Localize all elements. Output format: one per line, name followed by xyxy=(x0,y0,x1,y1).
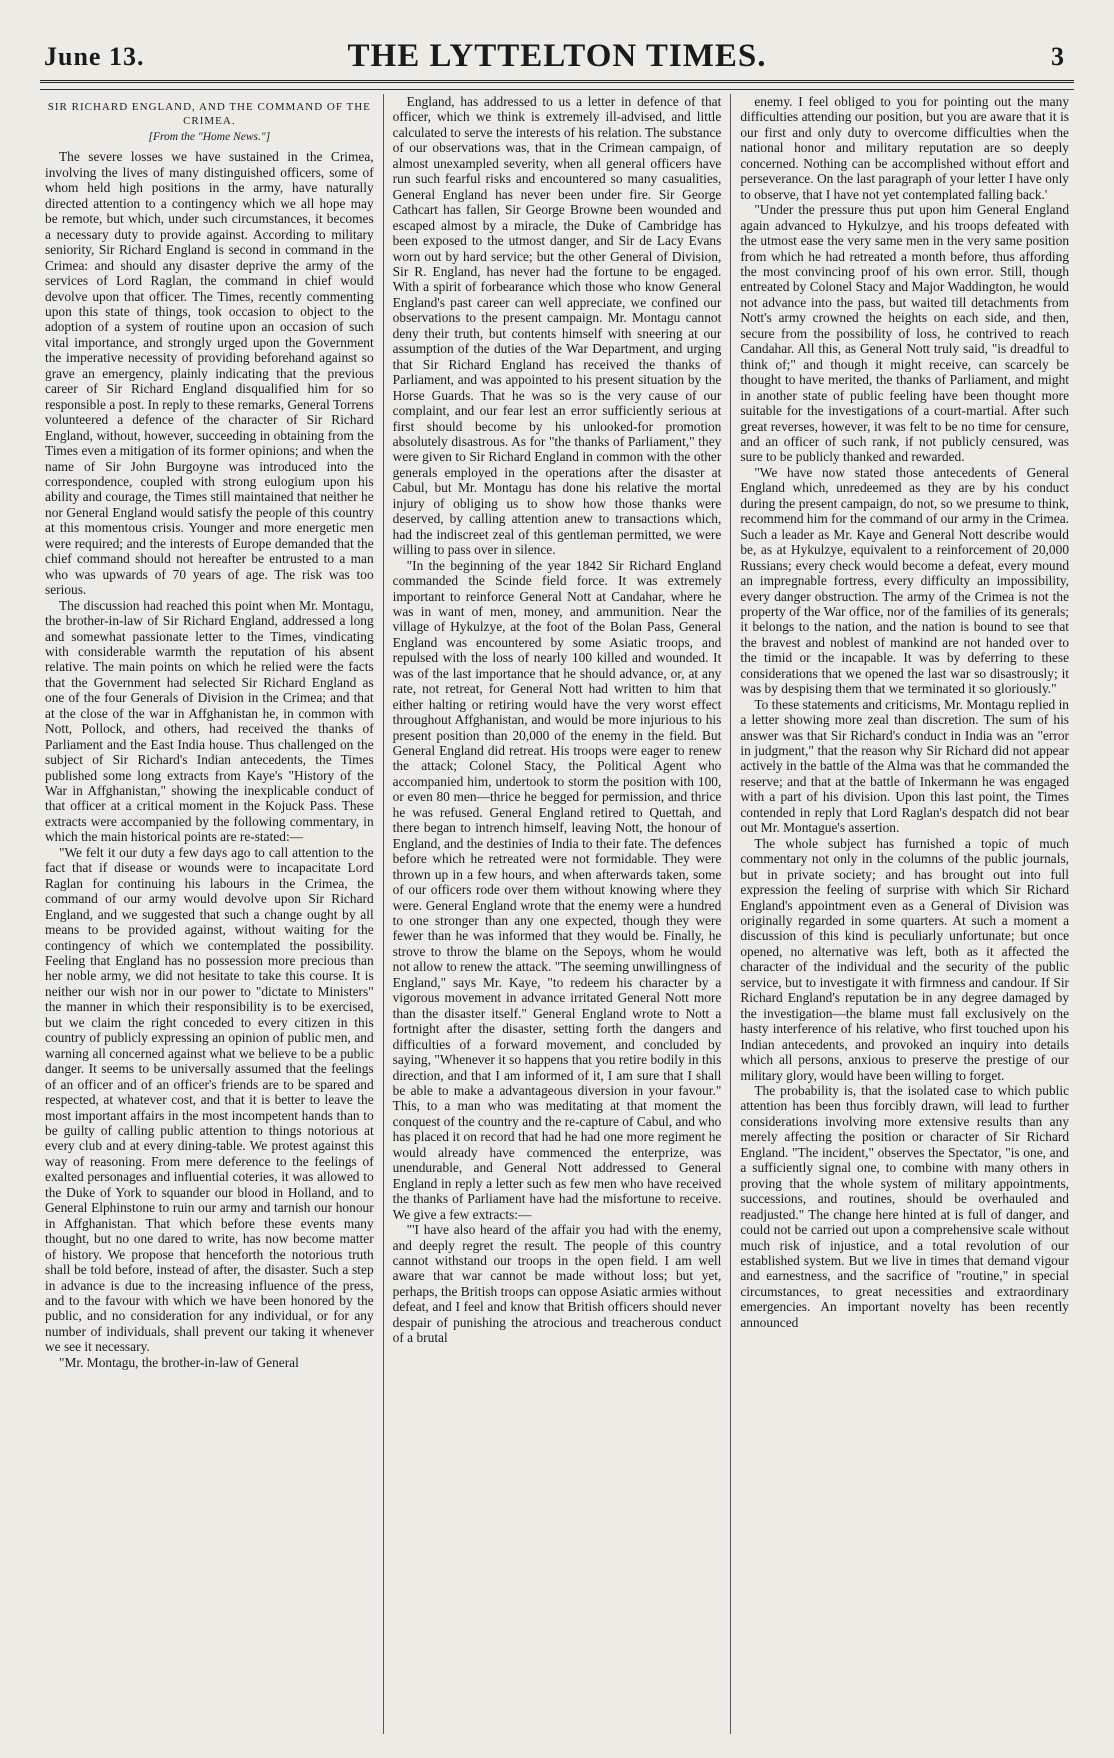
article-paragraph: "Under the pressure thus put upon him General England again advanced to Hykulzye, and his troops defeated with the utmost ease the very same men in the very same position from which he had retreated a month before, thus affording the most convincing proof of his own error. Still, though entreated by Colonel Stacy and Major Waddington, he would not advance into the pass, but waited till detachments from Nott's army crowned the heights on each side, and then, secure from the possibility of loss, he contrived to reach Candahar. All this, as General Nott truly said, "is dreadful to think of;" and though it might receive, can scarcely be thought to have merited, the thanks of Parliament, and might in another state of public feeling have been thought more suitable for the investigations of a court-martial. After such great reverses, however, it was felt to be no time for censure, and an officer of such rank, if not publicly censured, was sure to be publicly thanked and rewarded. xyxy=(740,202,1070,465)
column-divider xyxy=(730,94,731,1734)
column-divider xyxy=(383,94,384,1734)
issue-date: June 13. xyxy=(44,42,145,71)
article-paragraph: To these statements and criticisms, Mr. Montagu replied in a letter showing more zeal than discretion. The sum of his answer was that Sir Richard's conduct in India was an "error in judgment," that the reason why Sir Richard did not appear actively in the battle of the Alma was that he commanded the reserve; and that at the battle of Inkermann he was engaged with a part of his division. Upon this last point, the Times contended in reply that Lord Raglan's despatch did not bear out Mr. Montague's assertion. xyxy=(740,696,1070,836)
column-2 xyxy=(388,94,727,1734)
article-paragraph: The severe losses we have sustained in the Crimea, involving the lives of many distinguished officers, some of whom held high positions in the army, have naturally directed attention to a contingency which we all hope may be remote, but which, under such circumstances, it becomes a necessary duty to provide against. According to military seniority, Sir Richard England is second in command in the Crimea: and should any disaster deprive the army of the services of Lord Raglan, the command in chief would devolve upon that officer. The Times, recently commenting upon this state of things, took occasion to object to the adoption of a system of routine upon an occasion of such vital importance, and strongly urged upon the Government the imperative necessity of providing beforehand against so grave an emergency, plainly indicating that the previous career of Sir Richard England disqualified him for so responsible a post. In reply to these remarks, General Torrens volunteered a defence of the character of Sir Richard England, without, however, succeeding in obtaining from the Times even a mitigation of its former opinions; and when the name of Sir John Burgoyne was introduced into the correspondence, coupled with strong eulogium upon his ability and courage, the Times still maintained that neither he nor General England would satisfy the people of this country at this momentous crisis. Younger and more energetic men were required; and the interests of Europe demanded that the chief command should not hereafter be entrusted to a man who was upwards of 70 years of age. The risk was too serious. xyxy=(45,149,374,598)
column-1 xyxy=(40,94,379,1734)
article-paragraph: "We felt it our duty a few days ago to call attention to the fact that if disease or wounds were to incapacitate Lord Raglan for continuing his labours in the Crimea, the command of our army would devolve upon Sir Richard England, and we suggested that such a change ought by all means to be provided against, without waiting for the contingency of which we contemplated the possibility. Feeling that England has no possession more precious than her noble army, we did not hesitate to take this course. It is neither our wish nor in our power to "dictate to Ministers" the manner in which their responsibility is to be exercised, but we claim the right conceded to every citizen in this country of publicly expressing an opinion of public men, and warning all concerned against what we believe to be a public danger. It seems to be universally assumed that the feelings of an officer and of an officer's friends are to be spared and respected, at whatever cost, and that it is better to leave the most important affairs in the most incompetent hands than to be guilty of calling public attention to things notorious at every club and at every dining-table. We protest against this way of reasoning. From mere deference to the feelings of exalted personages and influential coteries, it was allowed to the Duke of York to squander our blood in Holland, and to General Elphinstone to ruin our army and tarnish our honour in Affghanistan. That which before these events many thought, but no one dared to write, has now become matter of history. We propose that henceforth the notorious truth shall be told before, instead of after, the disaster. Such a step in advance is due to the increasing influence of the press, and to the favour with which we have been honored by the public, and no consideration for any individual, or for any number of individuals, shall prevent our taking it whenever we see it necessary. xyxy=(45,844,374,1355)
masthead-rule xyxy=(40,80,1074,90)
article-paragraph: The probability is, that the isolated case to which public attention has been thus forcibly drawn, will lead to further considerations involving more extensive results than any merely affecting the position or character of Sir Richard England. "The incident," observes the Spectator, "is one, and a sufficiently signal one, to combine with many others in proving that the whole system of military appointments, successions, and routines, should be overhauled and readjusted." The change here hinted at is full of danger, and could not be carried out upon a comprehensive scale without much risk of injustice, and a total revolution of our established system. But we live in times that demand vigour and earnestness, and the sacrifice of "routine," in special circumstances, to great necessities and extraordinary emergencies. An important novelty has been recently announced xyxy=(740,1083,1070,1330)
article-columns xyxy=(40,94,1074,1734)
article-paragraph: "We have now stated those antecedents of General England which, unredeemed as they are by his conduct during the present campaign, do not, so we presume to think, recommend him for the command of our army in the Crimea. Such a leader as Mr. Kaye and General Nott describe would be, as at Hykulzye, equivalent to a reinforcement of 20,000 Russians; every check would become a defeat, every mound an impregnable fortress, every difficulty an impossibility, every danger obstruction. The army of the Crimea is not the property of the War office, nor of the families of its generals; it belongs to the nation, and the nation is bound to see that the bravest and noblest of mankind are not handed over to the timid or the incapable. It was by deferring to these considerations that we opened the last war so disastrously; it was by despising them that we terminated it so gloriously." xyxy=(740,464,1070,697)
column-3 xyxy=(735,94,1074,1734)
article-paragraph: The discussion had reached this point when Mr. Montagu, the brother-in-law of Sir Richard England, addressed a long and somewhat passionate letter to the Times, vindicating with considerable warmth the reputation of his absent relative. The main points on which he relied were the facts that the Government had selected Sir Richard England as one of the four Generals of Division in the Crimea; and that at the close of the war in Affghanistan he, in common with Nott, Pollock, and others, had received the thanks of Parliament and the East India house. Thus challenged on the subject of Sir Richard's Indian antecedents, the Times published some long extracts from Kaye's "History of the War in Affghanistan," showing the inexplicable conduct of that officer at a critical moment in the Kojuck Pass. These extracts were accompanied by the following commentary, in which the main historical points are re-stated:— xyxy=(45,597,374,845)
article-paragraph: The whole subject has furnished a topic of much commentary not only in the columns of the public journals, but in private society; and has brought out into full expression the feeling of surprise with which Sir Richard England's appointment even as a General of Division was originally regarded in some quarters. At such a moment a discussion of this kind is peculiarly unfortunate; but once opened, no alternative was left, both as it affected the character of the individual and the security of the public service, but to investigate it with firmness and candour. If Sir Richard England's reputation be in any degree damaged by the investigation—the blame must fall exclusively on the hasty interference of his relative, who first touched upon his Indian antecedents, and provoked an inquiry into details which all persons, anxious to preserve the prestige of our military glory, would have been willing to forget. xyxy=(740,835,1070,1083)
article-paragraph: "Mr. Montagu, the brother-in-law of General xyxy=(59,1354,299,1370)
page-number: 3 xyxy=(1051,42,1064,71)
article-paragraph: England, has addressed to us a letter in defence of that officer, which we think is extremely ill-advised, and little calculated to serve the interests of his relation. The substance of our observations was, that in the Crimean campaign, of almost unexampled severity, when all general officers have run such fearful risks and encountered so many casualities, General England has never been under fire. Sir George Cathcart has fallen, Sir George Browne been wounded and escaped almost by a miracle, the Duke of Cambridge has been exposed to the utmost danger, and Sir de Lacy Evans worn out by hard service; but the other General of Division, Sir R. England, has never had the fortune to be engaged. With a spirit of forbearance which those who know General England's past career can well appreciate, we confined our observations to the present campaign. Mr. Montagu cannot deny their truth, but contents himself with sneering at our assumption of the duties of the War Department, and urging that Sir Richard England has received the thanks of Parliament, and was appointed to his present situation by the Horse Guards. That he was so is the very cause of our complaint, and our fear lest an error sufficiently serious at first should become by his unlooked-for promotion absolutely disastrous. As for "the thanks of Parliament," they were given to Sir Richard England in common with the other generals employed in the operations after the disaster at Cabul, but Mr. Montagu has done his relative the mortal injury of obliging us to show how those thanks were deserved, by calling attention anew to transactions which, had the indiscreet zeal of this gentleman permitted, we were willing to pass over in silence. xyxy=(392,94,722,558)
article-paragraph: enemy. I feel obliged to you for pointing out the many difficulties attending our position, but you are aware that it is our first and only duty to overcome difficulties when the national honor and military reputation are so deeply concerned. Nothing can be accomplished without effort and perseverance. On the last paragraph of your letter I have only to observe, that I have not yet contemplated falling back.' xyxy=(740,94,1070,202)
article-paragraph: "'I have also heard of the affair you had with the enemy, and deeply regret the result. The people of this country cannot withstand our troops in the open field. I am well aware that war cannot be made without loss; but yet, perhaps, the British troops can oppose Asiatic armies without defeat, and I feel and know that British officers should never despair of punishing the atrocious and treacherous conduct of a brutal xyxy=(392,1222,722,1346)
article-paragraph: "In the beginning of the year 1842 Sir Richard England commanded the Scinde field force. It was extremely important to reinforce General Nott at Candahar, where he was in want of men, money, and ammunition. Near the village of Hykulzye, at the foot of the Bolan Pass, General England was encountered by some Asiatic troops, and repulsed with the loss of nearly 100 killed and wounded. It was of the last importance that he should advance, or, at any rate, not retreat, for General Nott had written to him that either halting or retiring would have the very worst effect throughout Affghanistan, and would be more injurious to his present position than 20,000 of the enemy in the field. But General England did retreat. His troops were eager to renew the attack; Colonel Stacy, the Political Agent who accompanied him, undertook to storm the position with 100, or even 80 men—thrice he begged for permission, and thrice he was refused. General England retired to Quettah, and there began to intrench himself, leaving Nott, the honour of England, and the destinies of India to their fate. The defences before which he retreated were not formidable. They were thrown up in a few hours, and when afterwards taken, some of our officers rode over them without knowing where they were. General England wrote that the enemy were a hundred to one stronger than any one expected, though they were fewer than he was informed that they would be. Finally, he strove to throw the blame on the Sepoys, whom he would not allow to renew the attack. "The seeming unwillingness of England," says Mr. Kaye, "to redeem his character by a vigorous movement in advance irritated General Nott more than the disaster itself." General England wrote to Nott a fortnight after the disaster, setting forth the dangers and difficulties of a forward movement, and concluded by saying, "Whenever it so happens that you retire bodily in this direction, and that I am informed of it, I am sure that I shall be able to make a advantageous diversion in your favour." This, to a man who was meditating at that moment the conquest of the country and the re-capture of Cabul, and who has placed it on record that had he had one more regiment he would already have commenced the enterprize, was unendurable, and General Nott addressed to General England in reply a letter such as few men who have received the thanks of Parliament have had the misfortune to receive. We give a few extracts:— xyxy=(392,557,722,1222)
newspaper-title: THE LYTTELTON TIMES. xyxy=(347,38,767,74)
masthead xyxy=(40,36,1074,76)
article-headline: SIR RICHARD ENGLAND, AND THE COMMAND OF THE CRIMEA. xyxy=(47,101,371,127)
article-source: [From the "Home News."] xyxy=(148,131,271,143)
